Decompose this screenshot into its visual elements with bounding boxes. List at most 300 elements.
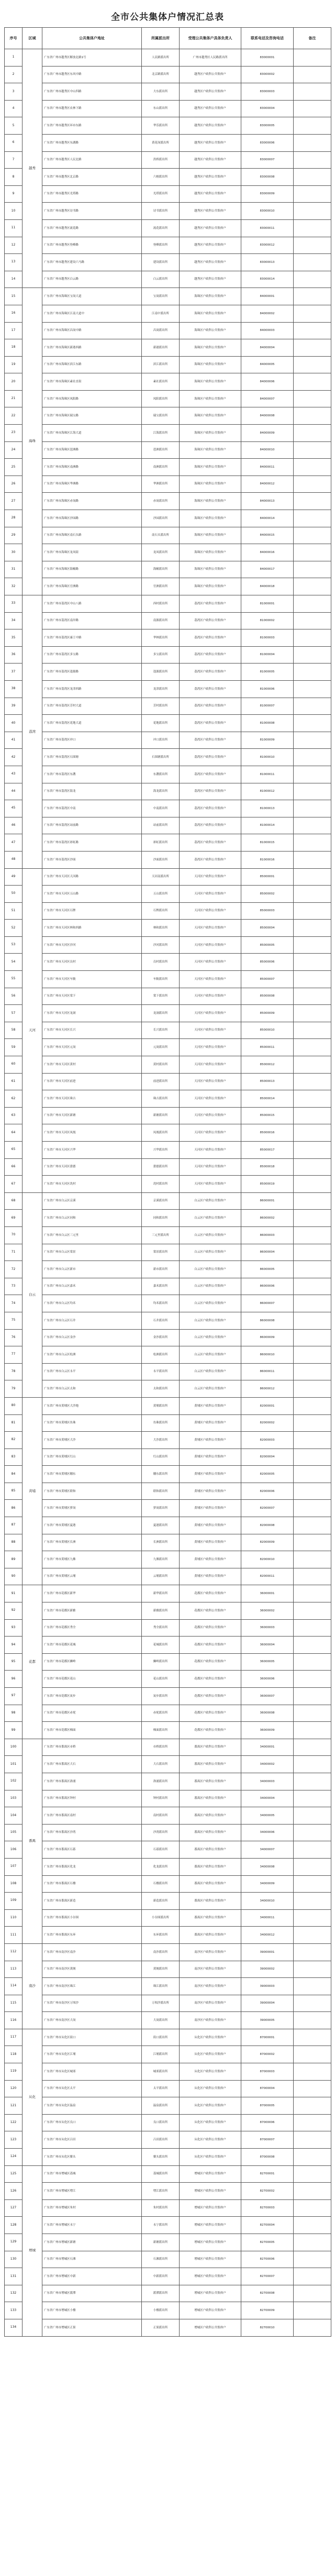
address-cell: 广东省广州市黄埔区红山 (42, 1449, 142, 1466)
table-row (5, 2183, 331, 2200)
address-cell: 广东省广州市海珠区昌岗中路 (42, 322, 142, 339)
address-cell: 广东省广州市天河区员村 (42, 954, 142, 971)
phone-cell: 85000004 (241, 920, 294, 937)
table-row (5, 83, 331, 101)
note-cell (294, 1909, 331, 1927)
station-cell: 海龙派出所 (142, 783, 180, 800)
address-cell: 广东省广州市海珠区海幢路 (42, 561, 142, 578)
address-cell: 广东省广州市从化区江埔 (42, 2046, 142, 2063)
station-cell: 新塘派出所 (142, 2234, 180, 2251)
note-cell (294, 1619, 331, 1637)
address-cell: 广东省广州市黄埔区大沙 (42, 1432, 142, 1449)
address-cell: 广东省广州市越秀区光塔路 (42, 185, 142, 203)
row-number: 26 (5, 476, 23, 493)
phone-cell: 85000011 (241, 1039, 294, 1056)
table-header-row (5, 28, 331, 49)
address-cell: 广东省广州市白云区棠景 (42, 1244, 142, 1261)
address-cell: 广东省广州市天河区沙河 (42, 936, 142, 954)
row-number: 17 (5, 322, 23, 339)
table-row (5, 715, 331, 732)
address-cell: 广东省广州市海珠区琶洲路 (42, 441, 142, 459)
station-cell: 棠景派出所 (142, 1244, 180, 1261)
contact-cell: 越秀区户政科公共集体户 (180, 219, 241, 237)
contact-cell: 黄埔区户政科公共集体户 (180, 1466, 241, 1483)
station-cell: 新雅派出所 (142, 1602, 180, 1620)
address-cell: 广东省广州市增城区新塘 (42, 2234, 142, 2251)
station-cell: 炭步派出所 (142, 1688, 180, 1705)
contact-cell: 天河区户政科公共集体户 (180, 1056, 241, 1074)
contact-cell: 黄埔区户政科公共集体户 (180, 1432, 241, 1449)
address-cell: 广东省广州市黄埔区大沙地 (42, 1397, 142, 1414)
table-row (5, 2080, 331, 2097)
note-cell (294, 1858, 331, 1875)
note-cell (294, 1107, 331, 1124)
contact-cell: 海珠区户政科公共集体户 (180, 561, 241, 578)
address-cell: 广东省广州市番禺区洛浦 (42, 1773, 142, 1790)
station-cell: 鱼珠派出所 (142, 1414, 180, 1432)
contact-cell: 天河区户政科公共集体户 (180, 1073, 241, 1090)
table-row (5, 493, 331, 510)
address-cell: 广东省广州市黄埔区云埔 (42, 1568, 142, 1585)
address-cell: 广东省广州市白云区京溪 (42, 1192, 142, 1210)
phone-cell: 39000004 (241, 1995, 294, 2012)
row-number: 43 (5, 766, 23, 783)
header-contact: 受理公共集体户具体负责人 (180, 28, 241, 49)
station-cell: 太平派出所 (142, 2080, 180, 2097)
station-cell: 长洲派出所 (142, 1534, 180, 1551)
station-cell: 太和派出所 (142, 1380, 180, 1398)
row-number: 45 (5, 800, 23, 817)
station-cell: 沙河派出所 (142, 936, 180, 954)
phone-cell: 84000003 (241, 322, 294, 339)
contact-cell: 增城区户政科公共集体户 (180, 2199, 241, 2217)
station-cell: 龙津派出所 (142, 680, 180, 698)
station-cell: 温泉派出所 (142, 2097, 180, 2115)
phone-cell: 36000008 (241, 1705, 294, 1722)
contact-cell: 海珠区户政科公共集体户 (180, 356, 241, 373)
note-cell (294, 783, 331, 800)
address-cell: 广东省广州市花都区炭步 (42, 1688, 142, 1705)
row-number: 114 (5, 1978, 23, 1995)
table-row (5, 1790, 331, 1807)
address-cell: 广东省广州市天河区凤凰 (42, 1124, 142, 1142)
address-cell: 广东省广州市增城区中新 (42, 2268, 142, 2285)
address-cell: 广东省广州市海珠区龙凤街 (42, 544, 142, 561)
row-number: 1 (5, 49, 23, 67)
table-row (5, 988, 331, 1005)
contact-cell: 白云区户政科公共集体户 (180, 1210, 241, 1227)
station-cell: 沙面派出所 (142, 851, 180, 868)
address-cell: 广东省广州市荔湾区芳村大道 (42, 698, 142, 715)
station-cell: 华洲派出所 (142, 476, 180, 493)
note-cell (294, 134, 331, 151)
station-cell: 新华派出所 (142, 1585, 180, 1602)
table-row (5, 237, 331, 254)
address-cell: 广东省广州市花都区新雅 (42, 1602, 142, 1620)
header-note: 备注 (294, 28, 331, 49)
note-cell (294, 1244, 331, 1261)
note-cell (294, 1893, 331, 1910)
table-row (5, 356, 331, 373)
station-cell: 洪桥派出所 (142, 151, 180, 169)
address-cell: 广东省广州市白云区金沙 (42, 1329, 142, 1346)
phone-cell: 85000016 (241, 1124, 294, 1142)
contact-cell: 番禺区户政科公共集体户 (180, 1790, 241, 1807)
phone-cell: 86000004 (241, 1244, 294, 1261)
station-cell: 良口派出所 (142, 2114, 180, 2131)
table-row (5, 169, 331, 186)
table-row (5, 407, 331, 425)
table-row (5, 2251, 331, 2268)
address-cell: 广东省广州市白云区新市 (42, 1261, 142, 1278)
station-cell: 花城派出所 (142, 1637, 180, 1654)
contact-cell: 荔湾区户政科公共集体户 (180, 612, 241, 629)
note-cell (294, 1363, 331, 1380)
table-row (5, 1124, 331, 1142)
note-cell (294, 920, 331, 937)
station-cell: 沙园派出所 (142, 510, 180, 527)
contact-cell: 天河区户政科公共集体户 (180, 1090, 241, 1108)
row-number: 21 (5, 390, 23, 407)
phone-cell: 85000018 (241, 1158, 294, 1176)
table-row (5, 49, 331, 67)
table-row (5, 1585, 331, 1602)
table-row (5, 749, 331, 766)
table-row (5, 766, 331, 783)
contact-cell: 白云区户政科公共集体户 (180, 1346, 241, 1364)
phone-cell: 82000007 (241, 1500, 294, 1517)
address-cell: 广东省广州市海珠区宝岗大道 (42, 288, 142, 305)
area-cell: 番禺 (23, 1739, 42, 1943)
row-number: 55 (5, 971, 23, 988)
contact-cell: 海珠区户政科公共集体户 (180, 544, 241, 561)
station-cell: 黄阁派出所 (142, 1961, 180, 1978)
row-number: 94 (5, 1637, 23, 1654)
contact-cell: 番禺区户政科公共集体户 (180, 1756, 241, 1773)
note-cell (294, 237, 331, 254)
table-row (5, 1961, 331, 1978)
station-cell: 城郊派出所 (142, 2063, 180, 2081)
table-row (5, 203, 331, 220)
phone-cell: 34000009 (241, 1875, 294, 1893)
phone-cell: 82700006 (241, 2251, 294, 2268)
table-row (5, 1841, 331, 1859)
address-cell: 广东省广州市花都区狮岭 (42, 1653, 142, 1671)
note-cell (294, 1927, 331, 1944)
row-number: 102 (5, 1773, 23, 1790)
address-cell: 广东省广州市荔湾区东漖 (42, 766, 142, 783)
address-cell: 广东省广州市番禺区市桥 (42, 1739, 142, 1756)
note-cell (294, 1824, 331, 1841)
station-cell: 石围塘派出所 (142, 749, 180, 766)
station-cell: 花山派出所 (142, 1671, 180, 1688)
row-number: 39 (5, 698, 23, 715)
row-number: 34 (5, 612, 23, 629)
phone-cell: 86000009 (241, 1329, 294, 1346)
address-cell: 广东省广州市越秀区诗书路 (42, 203, 142, 220)
station-cell: 前进派出所 (142, 1073, 180, 1090)
phone-cell: 39000002 (241, 1961, 294, 1978)
phone-cell: 82700007 (241, 2268, 294, 2285)
address-cell: 广东省广州市黄埔区长洲 (42, 1534, 142, 1551)
note-cell (294, 1534, 331, 1551)
phone-cell: 81000015 (241, 834, 294, 852)
table-row (5, 271, 331, 288)
station-cell: 联和派出所 (142, 1483, 180, 1500)
row-number: 115 (5, 1995, 23, 2012)
table-row (5, 680, 331, 698)
area-cell: 海珠 (23, 288, 42, 595)
row-number: 101 (5, 1756, 23, 1773)
table-row (5, 2029, 331, 2046)
contact-cell: 白云区户政科公共集体户 (180, 1278, 241, 1295)
note-cell (294, 322, 331, 339)
address-cell: 广东省广州市荔湾区中南 (42, 800, 142, 817)
note-cell (294, 1637, 331, 1654)
station-cell: 石楼派出所 (142, 1875, 180, 1893)
table-row (5, 1671, 331, 1688)
table-row (5, 817, 331, 834)
table-row (5, 100, 331, 117)
contact-cell: 天河区户政科公共集体户 (180, 1142, 241, 1159)
header-no: 序号 (5, 28, 23, 49)
address-cell: 广东省广州市黄埔区联和 (42, 1483, 142, 1500)
phone-cell: 85000017 (241, 1142, 294, 1159)
note-cell (294, 100, 331, 117)
row-number: 98 (5, 1705, 23, 1722)
contact-cell: 花都区户政科公共集体户 (180, 1637, 241, 1654)
note-cell (294, 271, 331, 288)
row-number: 70 (5, 1226, 23, 1244)
phone-cell: 83000012 (241, 237, 294, 254)
station-cell: 花地派出所 (142, 715, 180, 732)
address-cell: 广东省广州市天河区林和西路 (42, 920, 142, 937)
table-row (5, 1346, 331, 1364)
phone-cell: 87000008 (241, 2149, 294, 2166)
row-number: 122 (5, 2114, 23, 2131)
phone-cell: 39000003 (241, 1978, 294, 1995)
phone-cell: 83000003 (241, 83, 294, 101)
contact-cell: 越秀区户政科公共集体户 (180, 237, 241, 254)
contact-cell: 番禺区户政科公共集体户 (180, 1824, 241, 1841)
station-cell: 钟村派出所 (142, 1790, 180, 1807)
row-number: 107 (5, 1858, 23, 1875)
station-cell: 赤岗派出所 (142, 493, 180, 510)
address-cell: 广东省广州市海珠区瑞宝路 (42, 407, 142, 425)
table-row (5, 1226, 331, 1244)
address-cell: 广东省广州市增城区正果 (42, 2319, 142, 2336)
contact-cell: 天河区户政科公共集体户 (180, 886, 241, 903)
address-cell: 广东省广州市白云区嘉禾 (42, 1278, 142, 1295)
row-number: 20 (5, 373, 23, 391)
station-cell: 东漖派出所 (142, 766, 180, 783)
address-cell: 广东省广州市花都区赤坭 (42, 1705, 142, 1722)
phone-cell: 36000001 (241, 1585, 294, 1602)
table-row (5, 1602, 331, 1620)
row-number: 99 (5, 1722, 23, 1739)
station-cell: 南石头派出所 (142, 527, 180, 544)
area-cell: 南沙 (23, 1943, 42, 2029)
note-cell (294, 2285, 331, 2302)
note-cell (294, 595, 331, 613)
phone-cell: 85000009 (241, 1005, 294, 1022)
table-row (5, 1875, 331, 1893)
note-cell (294, 868, 331, 886)
contact-cell: 荔湾区户政科公共集体户 (180, 646, 241, 664)
note-cell (294, 1756, 331, 1773)
row-number: 30 (5, 544, 23, 561)
station-cell: 荔城派出所 (142, 2165, 180, 2183)
station-cell: 京溪派出所 (142, 1192, 180, 1210)
row-number: 36 (5, 646, 23, 664)
station-cell: 鳌头派出所 (142, 2149, 180, 2166)
contact-cell: 海珠区户政科公共集体户 (180, 510, 241, 527)
phone-cell: 81000005 (241, 664, 294, 681)
table-row (5, 1619, 331, 1637)
table-row (5, 1210, 331, 1227)
table-row (5, 1090, 331, 1108)
row-number: 124 (5, 2149, 23, 2166)
table-row (5, 2046, 331, 2063)
row-number: 3 (5, 83, 23, 101)
row-number: 31 (5, 561, 23, 578)
station-cell: 红山派出所 (142, 1449, 180, 1466)
station-cell: 林和派出所 (142, 920, 180, 937)
station-cell: 黄花岗派出所 (142, 134, 180, 151)
station-cell: 光塔派出所 (142, 185, 180, 203)
contact-cell: 天河区户政科公共集体户 (180, 902, 241, 920)
station-cell: 六榕派出所 (142, 169, 180, 186)
contact-cell: 南沙区户政科公共集体户 (180, 2012, 241, 2029)
contact-cell: 番禺区户政科公共集体户 (180, 1875, 241, 1893)
contact-cell: 白云区户政科公共集体户 (180, 1329, 241, 1346)
phone-cell: 85000005 (241, 936, 294, 954)
contact-cell: 黄埔区户政科公共集体户 (180, 1551, 241, 1568)
phone-cell: 86000003 (241, 1226, 294, 1244)
table-row (5, 1739, 331, 1756)
note-cell (294, 2131, 331, 2149)
row-number: 109 (5, 1893, 23, 1910)
contact-cell: 海珠区户政科公共集体户 (180, 493, 241, 510)
station-cell: 小谷围派出所 (142, 1909, 180, 1927)
address-cell: 广东省广州市越秀区登峰路 (42, 237, 142, 254)
phone-cell: 87000004 (241, 2080, 294, 2097)
contact-cell: 海珠区户政科公共集体户 (180, 459, 241, 476)
row-number: 120 (5, 2080, 23, 2097)
note-cell (294, 49, 331, 67)
address-cell: 广东省广州市从化区街口 (42, 2029, 142, 2046)
phone-cell: 85000002 (241, 886, 294, 903)
phone-cell: 84000004 (241, 339, 294, 357)
contact-cell: 花都区户政科公共集体户 (180, 1671, 241, 1688)
table-row (5, 1176, 331, 1193)
address-cell: 广东省广州市天河区五山路 (42, 886, 142, 903)
table-row (5, 2319, 331, 2336)
note-cell (294, 2165, 331, 2183)
address-cell: 广东省广州市荔湾区中山八路 (42, 595, 142, 613)
note-cell (294, 425, 331, 442)
phone-cell: 34000007 (241, 1841, 294, 1859)
note-cell (294, 1790, 331, 1807)
address-cell: 广东省广州市海珠区官洲路 (42, 578, 142, 595)
note-cell (294, 1329, 331, 1346)
contact-cell: 海珠区户政科公共集体户 (180, 373, 241, 391)
phone-cell: 82700009 (241, 2302, 294, 2319)
station-cell: 大石派出所 (142, 1756, 180, 1773)
address-cell: 广东省广州市荔湾区海龙 (42, 783, 142, 800)
contact-cell: 荔湾区户政科公共集体户 (180, 783, 241, 800)
phone-cell: 81000004 (241, 646, 294, 664)
address-cell: 广东省广州市黄埔区夏港 (42, 1517, 142, 1534)
phone-cell: 83000001 (241, 49, 294, 67)
contact-cell: 越秀区户政科公共集体户 (180, 134, 241, 151)
note-cell (294, 2268, 331, 2285)
contact-cell: 花都区户政科公共集体户 (180, 1653, 241, 1671)
row-number: 56 (5, 988, 23, 1005)
row-number: 7 (5, 151, 23, 169)
phone-cell: 39000001 (241, 1943, 294, 1961)
station-cell: 增江派出所 (142, 2183, 180, 2200)
address-cell: 广东省广州市越秀区解放北路1号 (42, 49, 142, 67)
contact-cell: 增城区户政科公共集体户 (180, 2251, 241, 2268)
phone-cell: 87000007 (241, 2131, 294, 2149)
note-cell (294, 1875, 331, 1893)
table-row (5, 1637, 331, 1654)
note-cell (294, 886, 331, 903)
table-row (5, 390, 331, 407)
table-row (5, 527, 331, 544)
contact-cell: 越秀区户政科公共集体户 (180, 66, 241, 83)
note-cell (294, 2097, 331, 2115)
address-cell: 广东省广州市花都区新华 (42, 1585, 142, 1602)
station-cell: 员村派出所 (142, 954, 180, 971)
address-cell: 广东省广州市白云区松洲 (42, 1346, 142, 1364)
phone-cell: 87000005 (241, 2097, 294, 2115)
station-cell: 大东派出所 (142, 83, 180, 101)
contact-cell: 花都区户政科公共集体户 (180, 1602, 241, 1620)
station-cell: 永宁派出所 (142, 2217, 180, 2234)
station-cell: 均禾派出所 (142, 1295, 180, 1312)
table-row (5, 288, 331, 305)
note-cell (294, 2046, 331, 2063)
station-cell: 朱村派出所 (142, 2199, 180, 2217)
station-cell: 新造派出所 (142, 1893, 180, 1910)
address-cell: 广东省广州市荔湾区南岸路 (42, 612, 142, 629)
table-row (5, 476, 331, 493)
phone-cell: 86000001 (241, 1192, 294, 1210)
table-row (5, 1517, 331, 1534)
station-cell: 黄埔派出所 (142, 1397, 180, 1414)
phone-cell: 83000007 (241, 151, 294, 169)
phone-cell: 84000011 (241, 459, 294, 476)
address-cell: 广东省广州市荔湾区花地大道 (42, 715, 142, 732)
table-row (5, 1022, 331, 1039)
phone-cell: 83000011 (241, 219, 294, 237)
station-cell: 南沙派出所 (142, 1943, 180, 1961)
note-cell (294, 1568, 331, 1585)
note-cell (294, 1380, 331, 1398)
row-number: 103 (5, 1790, 23, 1807)
station-cell: 石井派出所 (142, 1312, 180, 1329)
station-cell: 珠江派出所 (142, 1978, 180, 1995)
note-cell (294, 2183, 331, 2200)
address-cell: 广东省广州市南沙区黄阁 (42, 1961, 142, 1978)
table-row (5, 544, 331, 561)
station-cell: 登峰派出所 (142, 237, 180, 254)
note-cell (294, 1585, 331, 1602)
note-cell (294, 1483, 331, 1500)
contact-cell: 花都区户政科公共集体户 (180, 1705, 241, 1722)
